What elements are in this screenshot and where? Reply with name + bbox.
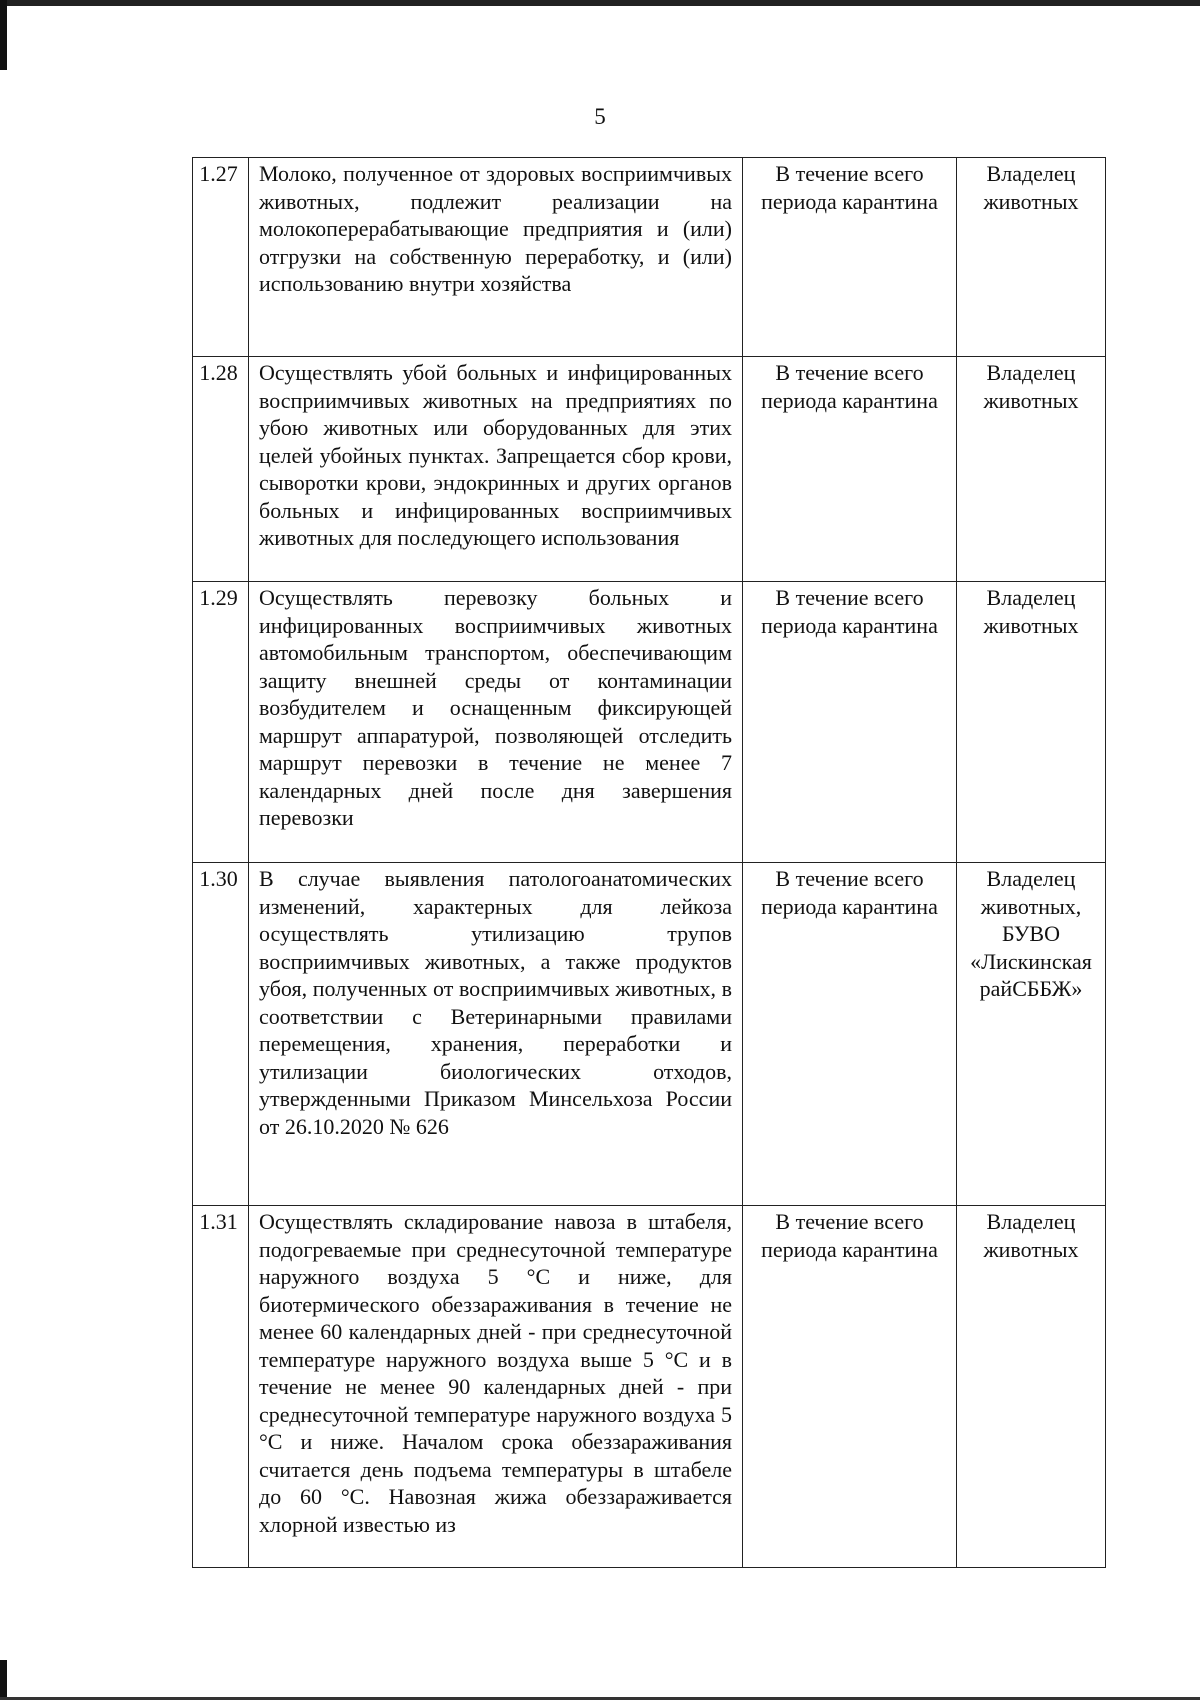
measures-table bbox=[192, 157, 1106, 1568]
page-number: 5 bbox=[594, 104, 606, 129]
measure-text: Осуществлять убой больных и инфицированных восприимчивых животных на предприятиях по убою животных или оборудованных для этих целей убойных пунктах. Запрещается сбор крови, сыворотки крови, эндокринных и других органов больных и инфицированных восприимчивых животных для последующего использования bbox=[249, 357, 743, 582]
row-number: 1.27 bbox=[193, 158, 249, 357]
measure-text: Осуществлять складирование навоза в штабеля, подогреваемые при среднесуточной температуре наружного воздуха 5 °С и ниже, для биотермического обеззараживания в течение не менее 60 календарных дней - при среднесуточной температуре наружного воздуха выше 5 °С и в течение не менее 90 календарных дней - при среднесуточной температуре наружного воздуха 5 °С и ниже. Началом срока обеззараживания считается день подъема температуры в штабеле до 60 °С. Навозная жижа обеззараживается хлорной известью из bbox=[249, 1206, 743, 1568]
measure-term: В течение всего периода карантина bbox=[743, 582, 957, 863]
table-row bbox=[193, 158, 1106, 357]
measure-term: В течение всего периода карантина bbox=[743, 863, 957, 1206]
measure-text: В случае выявления патологоанатомических изменений, характерных для лейкоза осуществлять утилизацию трупов восприимчивых животных, а также продуктов убоя, полученных от восприимчивых животных, в соответствии с Ветеринарными правилами перемещения, хранения, переработки и утилизации биологических отходов, утвержденными Приказом Минсельхоза России от 26.10.2020 № 626 bbox=[249, 863, 743, 1206]
table-row bbox=[193, 582, 1106, 863]
scan-top-edge bbox=[0, 0, 1200, 6]
row-number: 1.31 bbox=[193, 1206, 249, 1568]
table-row bbox=[193, 863, 1106, 1206]
measure-responsible: Владелец животных bbox=[957, 1206, 1106, 1568]
row-number: 1.28 bbox=[193, 357, 249, 582]
measure-responsible: Владелец животных bbox=[957, 357, 1106, 582]
measure-text: Осуществлять перевозку больных и инфицированных восприимчивых животных автомобильным транспортом, обеспечивающим защиту внешней среды от контаминации возбудителем и оснащенным фиксирующей маршрут аппаратурой, позволяющей отследить маршрут перевозки в течение не менее 7 календарных дней после дня завершения перевозки bbox=[249, 582, 743, 863]
measure-responsible: Владелец животных bbox=[957, 158, 1106, 357]
row-number: 1.30 bbox=[193, 863, 249, 1206]
row-number: 1.29 bbox=[193, 582, 249, 863]
table-row bbox=[193, 357, 1106, 582]
scan-left-edge-mark-bottom bbox=[0, 1660, 7, 1700]
measure-responsible: Владелец животных bbox=[957, 582, 1106, 863]
scan-left-edge-mark bbox=[0, 0, 7, 70]
measure-text: Молоко, полученное от здоровых восприимчивых животных, подлежит реализации на молокоперерабатывающие предприятия и (или) отгрузки на собственную переработку, и (или) использованию внутри хозяйства bbox=[249, 158, 743, 357]
measure-term: В течение всего периода карантина bbox=[743, 357, 957, 582]
table-row bbox=[193, 1206, 1106, 1568]
measure-term: В течение всего периода карантина bbox=[743, 158, 957, 357]
measure-responsible: Владелец животных, БУВО «Лискинская райСББЖ» bbox=[957, 863, 1106, 1206]
measure-term: В течение всего периода карантина bbox=[743, 1206, 957, 1568]
